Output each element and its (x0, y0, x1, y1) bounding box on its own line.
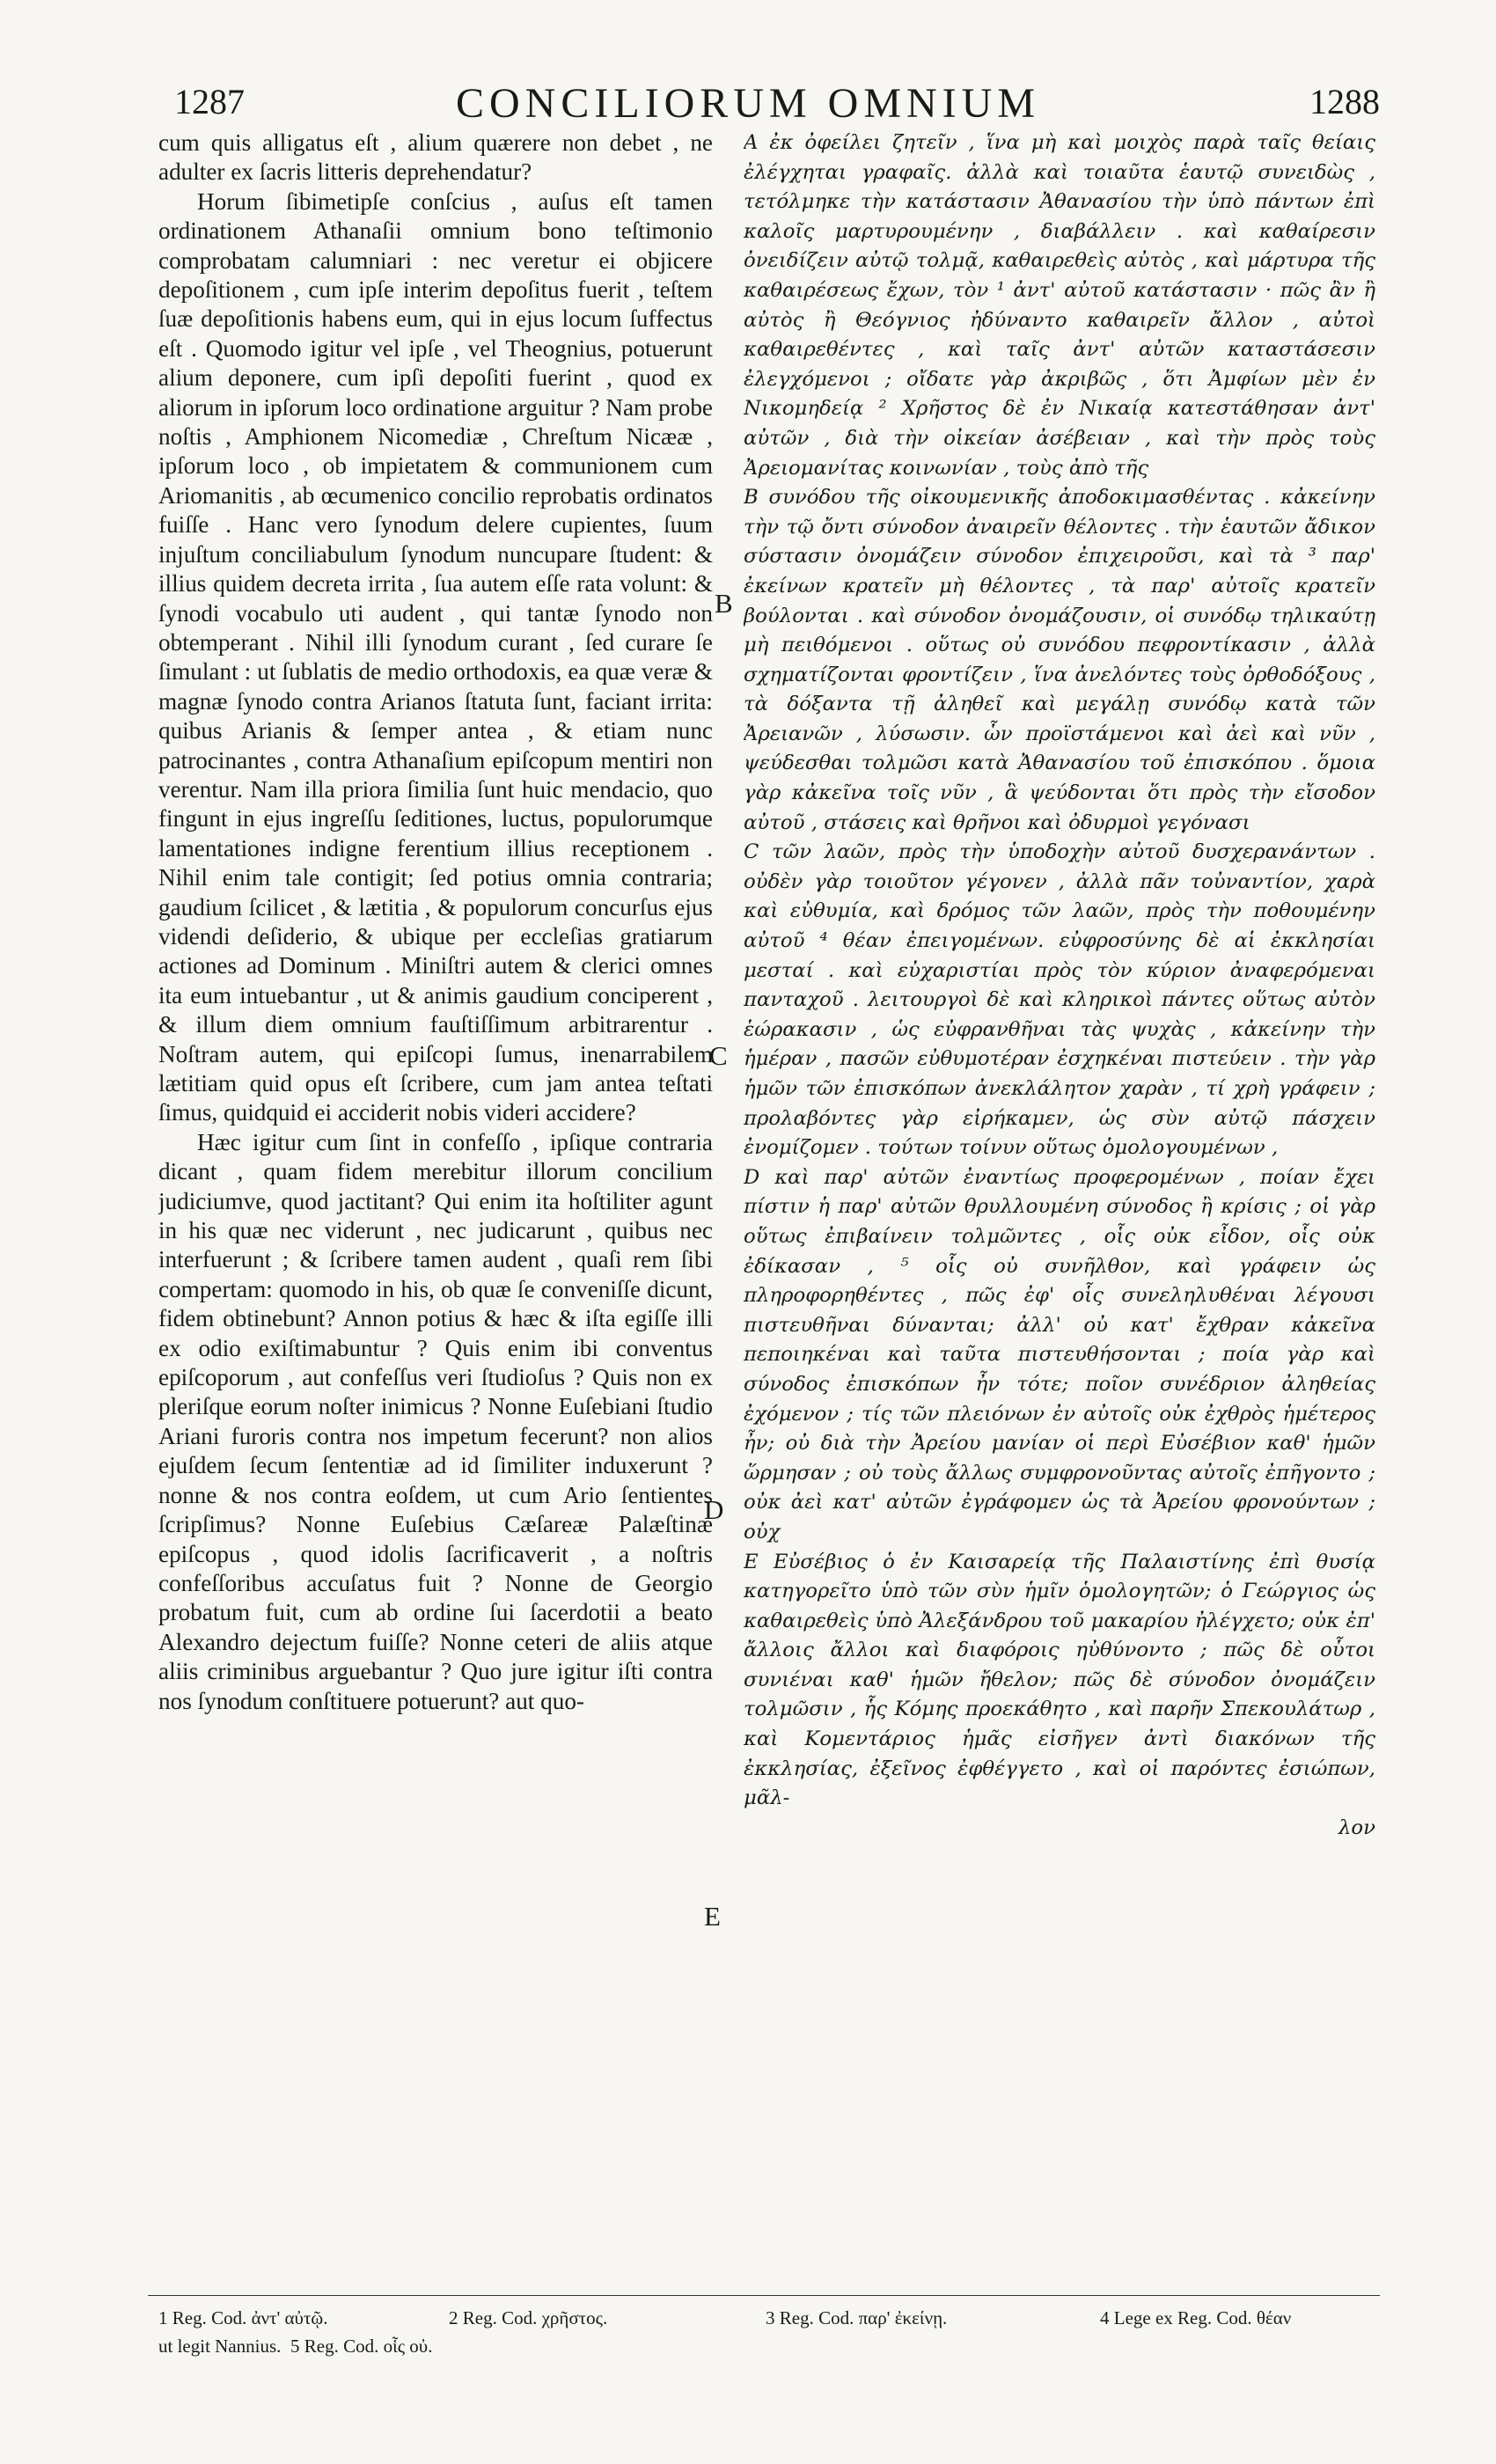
margin-letter-c: C (709, 1040, 728, 1071)
footnote-1: 1 Reg. Cod. ἀντ' αὐτῷ. (158, 2307, 328, 2328)
footnote-4-continued: ut legit Nannius. (158, 2336, 282, 2357)
footnote-rule (148, 2295, 1380, 2296)
footnote-3: 3 Reg. Cod. παρ' ἐκείνῃ. (766, 2307, 948, 2328)
running-title: CONCILIORUM OMNIUM (455, 80, 1040, 127)
page-number-left: 1287 (174, 82, 245, 121)
latin-column (158, 128, 713, 2276)
margin-letter-e: E (704, 1901, 721, 1932)
greek-section-d: D καὶ παρ' αὐτῶν ἐναντίως προφερομένων , ποίαν ἔχει πίστιν ἡ παρ' αὐτῶν θρυλλουμένη σύνοδος ἢ κρίσις ; οἱ γὰρ οὕτως ἐπιβαίνειν τολμῶντες , οἷς οὐκ εἶδον, οἷς οὐκ ἐδίκασαν , ⁵ οἷς οὐ συνῆλθον, καὶ γράφειν ὡς πληροφορηθέντες , πῶς ἐφ' οἷς συνεληλυθέναι λέγουσι πιστευθῆναι δύνανται; ἀλλ' οὐ κατ' ἔχθραν κἀκεῖνα πεποιηκέναι καὶ ταῦτα πιστευθήσονται ; ποία γὰρ καὶ σύνοδος ἐπισκόπων ἦν τότε; ποῖον συνέδριον ἀληθείας ἐχόμενον ; τίς τῶν πλειόνων ἐν αὐτοῖς οὐκ ἐχθρὸς ἡμέτερος ἦν; οὐ διὰ τὴν Ἀρείου μανίαν οἱ περὶ Εὐσέβιον καθ' ἡμῶν ὥρμησαν ; οὐ τοὺς ἄλλως συμφρονοῦντας αὐτοῖς ἐπῆγοντο ; οὐκ ἀεὶ κατ' αὐτῶν ἐγράφομεν ὡς τὰ Ἀρείου φρονούντων ; οὐχ (744, 1165, 1375, 1544)
footnote-2: 2 Reg. Cod. χρῆστος. (449, 2307, 608, 2328)
greek-section-e: E Εὐσέβιος ὁ ἐν Καισαρείᾳ τῆς Παλαιστίνης ἐπὶ θυσίᾳ κατηγορεῖτο ὑπὸ τῶν σὺν ἡμῖν ὁμολογητῶν; ὁ Γεώργιος ὡς καθαιρεθεὶς ὑπὸ Ἀλεξάνδρου τοῦ μακαρίου ἠλέγχετο; οὐκ ἐπ' ἄλλοις ἄλλοι καὶ διαφόροις ηὐθύνοντο ; πῶς δὲ οὗτοι συνιέναι καθ' ἡμῶν ἤθελον; πῶς δὲ σύνοδον ὀνομάζειν τολμῶσιν , ἧς Κόμης προεκάθητο , καὶ παρῆν Σπεκουλάτωρ , καὶ Κομεντάριος ἡμᾶς εἰσῆγεν ἀντὶ διακόνων τῆς ἐκκλησίας, ἐξεῖνος ἐφθέγγετο , καὶ οἱ παρόντες ἐσιώπων, μᾶλ- (744, 1550, 1375, 1810)
latin-paragraph: cum quis alligatus eſt , alium quærere non debet , ne adulter ex ſacris litteris deprehendatur? (158, 129, 713, 186)
catchword: λον (1338, 1815, 1375, 1839)
latin-paragraph: Hæc igitur cum ſint in confeſſo , ipſique contraria dicant , quam fidem merebitur illorum concilium judiciumve, quod jactitant? Qui enim ita hoſtiliter agunt in his quæ nec viderunt , nec judicarunt , quibus nec interfuerunt ; & ſcribere tamen audent , quaſi rem ſibi compertam: quomodo in his, ob quæ ſe conveniſſe dicunt, fidem obtinebunt? Annon potius & hæc & iſta egiſſe illi ex odio exiſtimabuntur ? Quis enim ibi conventus epiſcoporum , aut confeſſus veri ſtudioſus ? Quis non ex pleriſque eorum noſter inimicus ? Nonne Euſebiani ſtudio Ariani furoris contra nos impetum fecerunt? non alios ejuſdem ſecum ſententiæ ad id ſimiliter induxerunt ? nonne & nos contra eoſdem, ut cum Ario ſentientes ſcripſimus? Nonne Euſebius Cæſareæ Palæſtinæ epiſcopus , quod idolis ſacrificaverit , a noſtris confeſſoribus accuſatus fuit ? Nonne de Georgio probatum fuit, cum ab ordine ſui ſacerdotii a beato Alexandro dejectum fuiſſe? Nonne ceteri de aliis atque aliis criminibus arguebantur ? Quo jure igitur iſti contra nos ſynodum conſtituere potuerunt? aut quo- (158, 1128, 713, 1714)
greek-column (744, 128, 1375, 2293)
greek-section-c: C τῶν λαῶν, πρὸς τὴν ὑποδοχὴν αὐτοῦ δυσχερανάντων . οὐδὲν γὰρ τοιοῦτον γέγονεν , ἀλλὰ πᾶν τοὐναντίον, χαρὰ καὶ εὐθυμία, καὶ δρόμος τῶν λαῶν, πρὸς τὴν ποθουμένην αὐτοῦ ⁴ θέαν ἐπειγομένων. εὐφροσύνης δὲ αἱ ἐκκλησίαι μεσταί . καὶ εὐχαριστίαι πρὸς τὸν κύριον ἀναφερόμεναι πανταχοῦ . λειτουργοὶ δὲ καὶ κληρικοὶ πάντες οὕτως αὐτὸν ἑώρακασιν , ὡς εὐφρανθῆναι τὰς ψυχὰς , κἀκείνην τὴν ἡμέραν , πασῶν εὐθυμοτέραν ἐσχηκέναι πιστεύειν . τὴν γὰρ ἡμῶν τῶν ἐπισκόπων ἀνεκλάλητον χαρὰν , τί χρὴ γράφειν ; προλαβόντες γὰρ εἰρήκαμεν, ὡς σὺν αὐτῷ πάσχειν ἐνομίζομεν . τούτων τοίνυν οὕτως ὁμολογουμένων , (744, 840, 1375, 1160)
margin-letter-d: D (704, 1494, 724, 1525)
footnote-line (158, 2304, 1382, 2332)
greek-section-a: A ἐκ ὀφείλει ζητεῖν , ἵνα μὴ καὶ μοιχὸς παρὰ ταῖς θείαις ἐλέγχηται γραφαῖς. ἀλλὰ καὶ τοιαῦτα ἑαυτῷ συνειδὼς , τετόλμηκε τὴν κατάστασιν Ἀθανασίου τὴν ὑπὸ πάντων ἐπὶ καλοῖς μαρτυρουμένην , διαβάλλειν . καὶ καθαίρεσιν ὀνειδίζειν αὐτῷ τολμᾷ, καθαιρεθεὶς αὐτὸς , καὶ μάρτυρα τῆς καθαιρέσεως ἔχων, τὸν ¹ ἀντ' αὐτοῦ κατάστασιν · πῶς ἂν ἢ αὐτὸς ἢ Θεόγνιος ἠδύναντο καθαιρεῖν ἄλλον , αὐτοὶ καθαιρεθέντες , καὶ ταῖς ἀντ' αὐτῶν καταστάσεσιν ἐλεγχόμενοι ; οἴδατε γὰρ ἀκριβῶς , ὅτι Ἀμφίων μὲν ἐν Νικομηδείᾳ ² Χρῆστος δὲ ἐν Νικαίᾳ κατεστάθησαν ἀντ' αὐτῶν , διὰ τὴν οἰκείαν ἀσέβειαν , καὶ τὴν πρὸς τοὺς Ἀρειομανίτας κοινωνίαν , τοὺς ἀπὸ τῆς (744, 131, 1375, 480)
page-number-right: 1288 (1309, 82, 1380, 121)
latin-paragraph: Horum ſibimetipſe conſcius , auſus eſt tamen ordinationem Athanaſii omnium bono teſtimonio comprobatam calumniari : nec veretur ei objicere depoſitionem , cum ipſe interim depoſitus fuerit , teſtem ſuæ depoſitionis habens eum, qui in ejus locum ſuffectus eſt . Quomodo igitur vel ipſe , vel Theognius, potuerunt alium deponere, cum ipſi depoſiti fuerint , quod ex aliorum in ipſorum loco ordinatione arguitur ? Nam probe noſtis , Amphionem Nicomediæ , Chreſtum Nicææ , ipſorum loco , ob impietatem & communionem cum Ariomanitis , ab œcumenico concilio reprobatis ordinatos fuiſſe . Hanc vero ſynodum delere cupientes, ſuum injuſtum conciliabulum ſynodum nuncupare ſtudent: & illius quidem decreta irrita , ſua autem eſſe rata volunt: & ſynodi vocabulo uti audent , qui tantæ ſynodo non obtemperant . Nihil illi ſynodum curant , ſed curare ſe ſimulant : ut ſublatis de medio orthodoxis, ea quæ veræ & magnæ ſynodo contra Arianos ſtatuta ſunt, faciant irrita: quibus Arianis & ſemper antea , & etiam nunc patrocinantes , contra Athanaſium epiſcopum mentiri non verentur. Nam illa priora ſimilia ſunt huic mendacio, quo fingunt in ejus ingreſſu ſeditiones, luctus, populorumque lamentationes indigne ferentium illius receptionem . Nihil enim tale contigit; ſed potius omnia contraria; gaudium ſcilicet , & lætitia , & populorum concurſus ejus videndi deſiderio, & ubique per eccleſias gratiarum actiones ad Dominum . Miniſtri autem & clerici omnes ita eum intuebantur , ut & animis gaudium conciperent , & illum diem omnium fauſtiſſimum arbitrarentur . Noſtram autem, qui epiſcopi ſumus, inenarrabilem lætitiam quid opus eſt ſcribere, cum jam antea teſtati ſimus, quidquid ei acciderit nobis videri accidere? (158, 187, 713, 1126)
margin-letter-b: B (715, 588, 733, 619)
footnotes (158, 2304, 1382, 2360)
footnote-line (158, 2332, 1382, 2360)
footnote-4: 4 Lege ex Reg. Cod. θέαν (1100, 2307, 1292, 2328)
footnote-5: 5 Reg. Cod. οἷς οὐ. (290, 2336, 433, 2357)
greek-section-b: B συνόδου τῆς οἰκουμενικῆς ἀποδοκιμασθέντας . κἀκείνην τὴν τῷ ὄντι σύνοδον ἀναιρεῖν θέλοντες . τὴν ἑαυτῶν ἄδικον σύστασιν ὀνομάζειν σύνοδον ἐπιχειροῦσι, καὶ τὰ ³ παρ' ἐκείνων κρατεῖν μὴ θέλοντες , τὰ παρ' αὐτοῖς κρατεῖν βούλονται . καὶ σύνοδον ὀνομάζουσιν, οἱ συνόδῳ τηλικαύτῃ μὴ πειθόμενοι . οὕτως οὐ συνόδου πεφροντίκασιν , ἀλλὰ σχηματίζονται φροντίζειν , ἵνα ἀνελόντες τοὺς ὀρθοδόξους , τὰ δόξαντα τῇ ἀληθεῖ καὶ μεγάλῃ συνόδῳ κατὰ τῶν Ἀρειανῶν , λύσωσιν. ὧν προϊστάμενοι καὶ ἀεὶ καὶ νῦν , ψεύδεσθαι τολμῶσι κατὰ Ἀθανασίου τοῦ ἐπισκόπου . ὅμοια γὰρ κἀκεῖνα τοῖς νῦν , ἃ ψεύδονται ὅτι πρὸς τὴν εἴσοδον αὐτοῦ , στάσεις καὶ θρῆνοι καὶ ὀδυρμοὶ γεγόνασι (744, 486, 1375, 834)
